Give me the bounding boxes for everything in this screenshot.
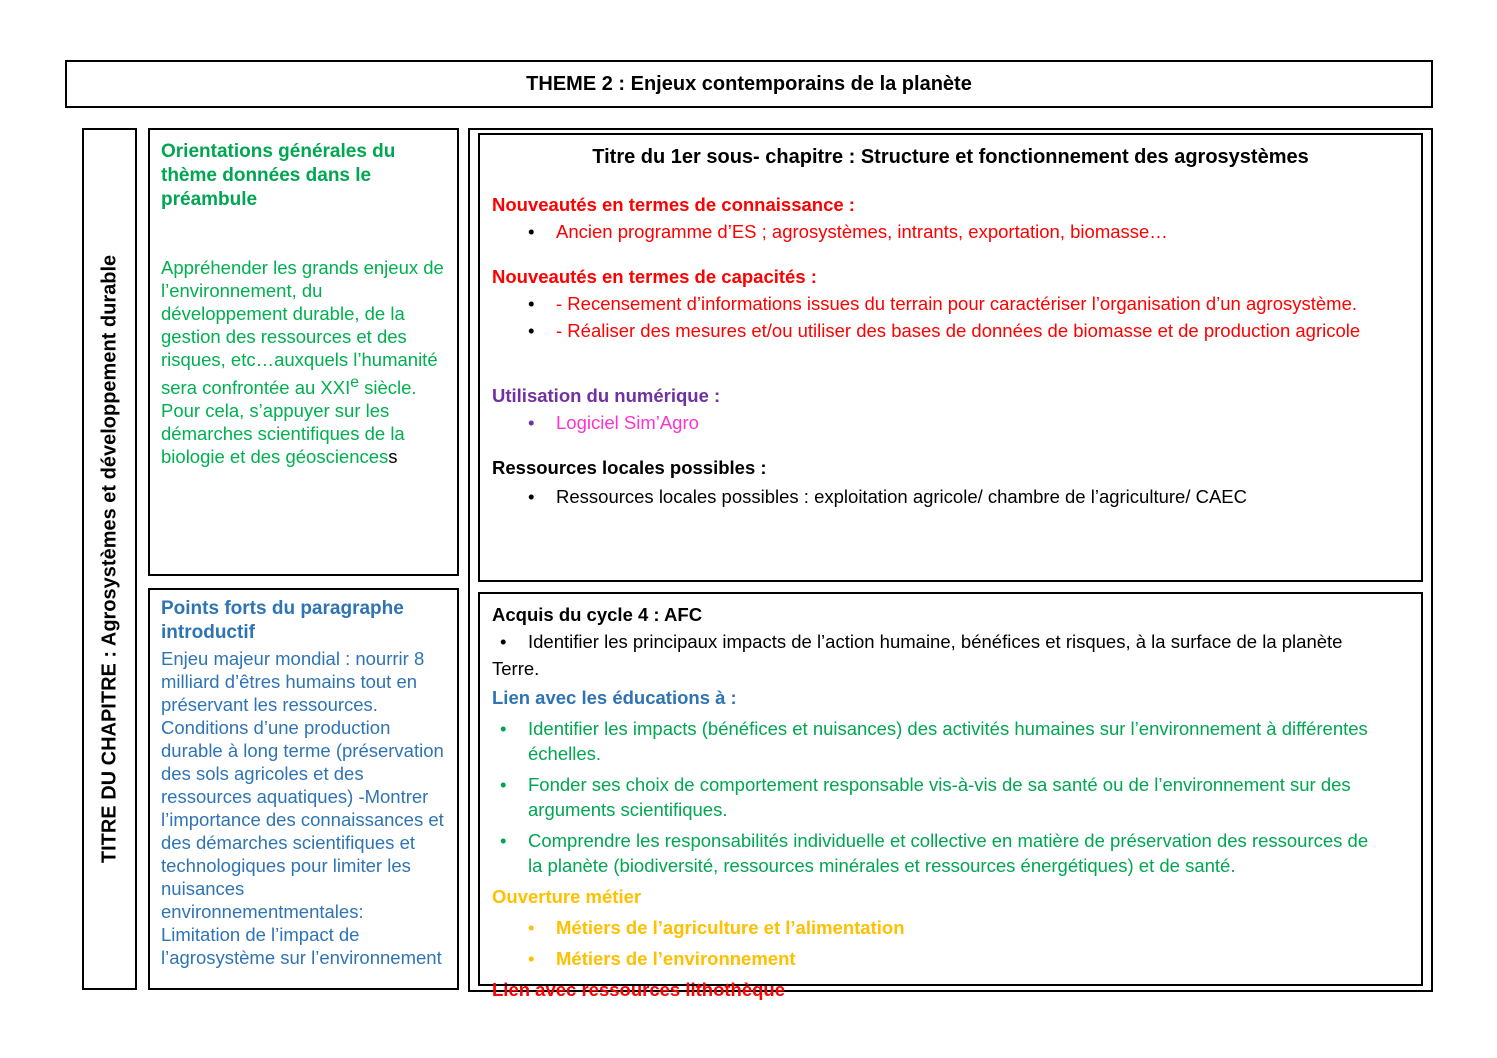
knowledge-heading: Nouveautés en termes de connaissance : [492, 194, 855, 215]
bullet-icon: • [500, 631, 507, 652]
orientations-text-2: siècle. Pour cela, s’appuyer sur les démarches scientifiques de la biologie et des géosciences [161, 377, 417, 468]
bullet-icon: • [528, 412, 535, 433]
digital-item: Logiciel Sim’Agro [556, 412, 699, 433]
knowledge-item: Ancien programme d’ES ; agrosystèmes, intrants, exportation, biomasse… [556, 221, 1168, 242]
list-item [528, 318, 1409, 343]
list-item [500, 716, 1409, 766]
acquis-heading: Acquis du cycle 4 : AFC [492, 604, 703, 625]
bullet-icon: • [500, 830, 507, 851]
superscript-e: e [350, 374, 359, 391]
list-item [528, 946, 1409, 971]
skills-item: - Recensement d’informations issues du terrain pour caractériser l’organisation d’un agrosystème. [556, 293, 1358, 314]
bullet-icon: • [528, 948, 535, 969]
lithotheque-link: Lien avec ressources lithothèque [492, 979, 786, 1000]
educations-item: Comprendre les responsabilités individuelle et collective en matière de préservation des ressources de la planète (biodiversité, ressources minérales et ressources énergétiques) et de santé. [528, 830, 1369, 876]
list-item [500, 629, 1409, 654]
bullet-icon: • [528, 917, 535, 938]
subchapter-title: Titre du 1er sous- chapitre : Structure et fonctionnement des agrosystèmes [592, 146, 1309, 168]
bullet-icon: • [500, 718, 507, 739]
bullet-icon: • [528, 221, 535, 242]
bullet-icon: • [528, 320, 535, 341]
metier-item: Métiers de l’environnement [556, 948, 796, 969]
subchapter-panel [478, 133, 1423, 582]
points-forts-heading: Points forts du paragraphe introductif [161, 598, 404, 643]
skills-heading: Nouveautés en termes de capacités : [492, 266, 817, 287]
orientations-heading: Orientations générales du thème données dans le préambule [161, 141, 396, 210]
acquis-item: Identifier les principaux impacts de l’action humaine, bénéfices et risques, à la surface de la planète [528, 631, 1343, 652]
list-item [528, 219, 1409, 244]
educations-item: Fonder ses choix de comportement responsable vis-à-vis de sa santé ou de l’environnement sur des arguments scientifiques. [528, 774, 1351, 820]
theme-header [65, 60, 1433, 108]
list-item [528, 484, 1409, 509]
orientations-text-1: Appréhender les grands enjeux de l’environnement, du développement durable, de la gestion des ressources et des risques, etc…auxquels l’humanité sera confrontée au XXI [161, 257, 444, 399]
orientations-panel [148, 128, 459, 576]
list-item [528, 291, 1409, 316]
skills-item: - Réaliser des mesures et/ou utiliser des bases de données de biomasse et de production agricole [556, 320, 1361, 341]
list-item [500, 828, 1409, 878]
acquis-continuation: Terre. [492, 658, 540, 679]
metier-item: Métiers de l’agriculture et l’alimentation [556, 917, 905, 938]
points-forts-body: Enjeu majeur mondial : nourrir 8 milliard d’êtres humains tout en préservant les ressources. Conditions d’une production durable à long terme (préservation des sols agricoles et des ressources aquatiques) -Montrer l’importance des connaissances et des démarches scientifiques et technologiques pour limiter les nuisances environnementmentales: Limitation de l’impact de l’agrosystème sur l’environnement [161, 648, 444, 968]
educations-item: Identifier les impacts (bénéfices et nuisances) des activités humaines sur l’environnement à différentes échelles. [528, 718, 1368, 764]
orientations-body [161, 256, 446, 468]
metier-heading: Ouverture métier [492, 886, 642, 907]
chapter-title: TITRE DU CHAPITRE : Agrosystèmes et développement durable [98, 254, 120, 864]
resources-item: Ressources locales possibles : exploitation agricole/ chambre de l’agriculture/ CAEC [556, 486, 1247, 507]
digital-heading: Utilisation du numérique : [492, 385, 721, 406]
theme-title: THEME 2 : Enjeux contemporains de la planète [526, 72, 972, 95]
points-forts-panel [148, 588, 459, 990]
acquis-panel [478, 592, 1423, 1000]
list-item [528, 915, 1409, 940]
chapter-title-box [82, 128, 137, 990]
list-item [500, 772, 1409, 822]
resources-heading: Ressources locales possibles : [492, 457, 767, 478]
educations-heading: Lien avec les éducations à : [492, 687, 737, 708]
list-item [528, 410, 1409, 435]
bullet-icon: • [528, 293, 535, 314]
orientations-text-tail: s [388, 446, 398, 468]
bullet-icon: • [500, 774, 507, 795]
bullet-icon: • [528, 486, 535, 507]
